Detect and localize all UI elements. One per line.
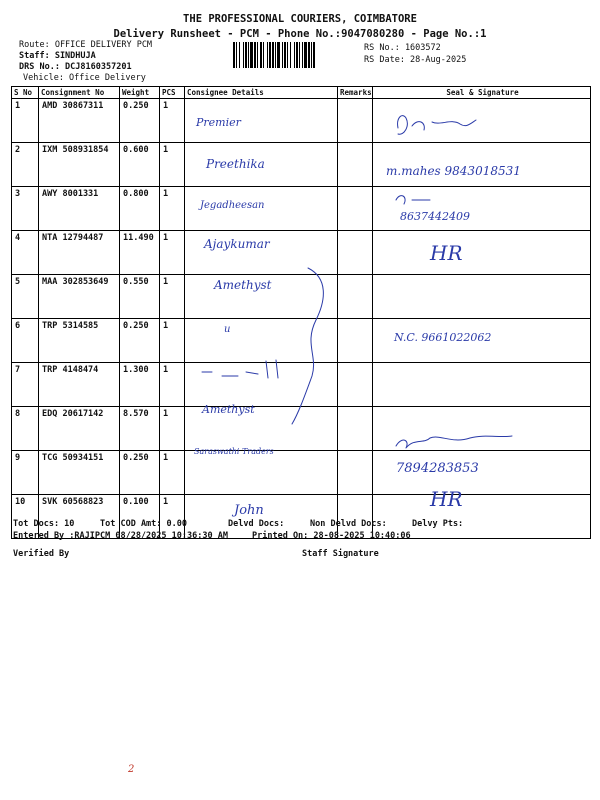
verified-by-label: Verified By: [13, 549, 70, 559]
consignment-number: TRP 5314585: [39, 319, 120, 363]
drs-label: DRS No.: DCJ8160357201: [19, 62, 132, 72]
barcode-bar: [239, 42, 240, 68]
column-header: PCS: [160, 87, 185, 99]
pieces: 1: [160, 275, 185, 319]
column-header: S No: [12, 87, 39, 99]
serial-number: 3: [12, 187, 39, 231]
table-row: [12, 99, 591, 143]
delivery-points: Delvy Pts:: [412, 519, 464, 529]
signature-text: HR: [430, 241, 463, 265]
staff-label: Staff: SINDHUJA: [19, 51, 96, 61]
total-docs: Tot Docs: 10: [13, 519, 75, 529]
weight: 0.250: [120, 451, 160, 495]
seal-signature-cell: [373, 451, 591, 495]
barcode-bar: [243, 42, 244, 68]
barcode-bar: [257, 42, 258, 68]
signature-text: N.C. 9661022062: [394, 331, 492, 344]
serial-number: 1: [12, 99, 39, 143]
barcode-bar: [294, 42, 295, 68]
table-header-row: [12, 87, 591, 99]
consignee-details-cell: [185, 319, 338, 363]
barcode-bar: [269, 42, 271, 68]
pieces: 1: [160, 319, 185, 363]
remarks-cell: [338, 275, 373, 319]
weight: 11.490: [120, 231, 160, 275]
seal-signature-cell: [373, 275, 591, 319]
printed-on: Printed On: 28-08-2025 10:40:06: [252, 531, 411, 541]
delivered-docs: Delvd Docs:: [228, 519, 285, 529]
consignee-details-cell: [185, 187, 338, 231]
staff-signature-label: Staff Signature: [302, 549, 379, 559]
seal-signature-cell: [373, 319, 591, 363]
remarks-cell: [338, 319, 373, 363]
table-row: [12, 143, 591, 187]
consignee-details-cell: [185, 363, 338, 407]
table-row: [12, 187, 591, 231]
consignee-handwriting: u: [224, 324, 231, 335]
consignee-details-cell: [185, 99, 338, 143]
remarks-cell: [338, 451, 373, 495]
signature-text: 7894283853: [396, 461, 479, 476]
barcode-bar: [308, 42, 310, 68]
consignment-number: TRP 4148474: [39, 363, 120, 407]
rs-number: RS No.: 1603572: [364, 43, 441, 53]
weight: 1.300: [120, 363, 160, 407]
seal-signature-cell: [373, 99, 591, 143]
barcode-bar: [304, 42, 307, 68]
barcode-bar: [233, 42, 235, 68]
barcode-bar: [254, 42, 256, 68]
consignee-handwriting: Saraswathi Traders: [194, 447, 274, 456]
barcode-bar: [299, 42, 300, 68]
barcode-bar: [311, 42, 312, 68]
remarks-cell: [338, 99, 373, 143]
weight: 0.250: [120, 99, 160, 143]
table-row: [12, 231, 591, 275]
barcode-bar: [296, 42, 298, 68]
column-header: Consignee Details: [185, 87, 338, 99]
pieces: 1: [160, 451, 185, 495]
consignment-number: AWY 8001331: [39, 187, 120, 231]
consignment-number: MAA 302853649: [39, 275, 120, 319]
barcode-bar: [277, 42, 280, 68]
pieces: 1: [160, 187, 185, 231]
remarks-cell: [338, 231, 373, 275]
barcode-bar: [290, 42, 291, 68]
pieces: 1: [160, 407, 185, 451]
weight: 0.250: [120, 319, 160, 363]
weight: 0.800: [120, 187, 160, 231]
barcode-bar: [248, 42, 249, 68]
column-header: Consignment No: [39, 87, 120, 99]
consignee-details-cell: [185, 231, 338, 275]
non-delivered-docs: Non Delvd Docs:: [310, 519, 387, 529]
barcode-bar: [267, 42, 268, 68]
entered-by: Entered By :RAJIPCM 08/28/2025 10:36:30 AM: [13, 531, 228, 541]
barcode-bar: [236, 42, 237, 68]
consignee-handwriting: Preethika: [206, 157, 265, 171]
consignment-number: SVK 60568823: [39, 495, 120, 539]
column-header: Weight: [120, 87, 160, 99]
consignee-handwriting: Amethyst: [214, 278, 272, 292]
pieces: 1: [160, 99, 185, 143]
consignment-number: AMD 30867311: [39, 99, 120, 143]
consignee-handwriting: Amethyst: [202, 403, 255, 416]
runsheet-title: Delivery Runsheet - PCM - Phone No.:9047080280 - Page No.:1: [113, 28, 487, 40]
rs-date: RS Date: 28-Aug-2025: [364, 55, 467, 65]
seal-signature-cell: [373, 187, 591, 231]
table-row: [12, 275, 591, 319]
barcode-bar: [260, 42, 262, 68]
weight: 0.600: [120, 143, 160, 187]
serial-number: 6: [12, 319, 39, 363]
signature-text: HR: [430, 487, 463, 511]
serial-number: 7: [12, 363, 39, 407]
page-mark: 2: [128, 764, 135, 775]
pieces: 1: [160, 143, 185, 187]
consignee-details-cell: [185, 275, 338, 319]
seal-signature-cell: [373, 143, 591, 187]
pieces: 1: [160, 363, 185, 407]
consignee-handwriting: John: [234, 503, 264, 518]
remarks-cell: [338, 187, 373, 231]
serial-number: 4: [12, 231, 39, 275]
consignee-details-cell: [185, 143, 338, 187]
weight: 0.550: [120, 275, 160, 319]
consignee-details-cell: [185, 451, 338, 495]
seal-signature-cell: [373, 363, 591, 407]
barcode-bar: [263, 42, 264, 68]
barcode-bar: [313, 42, 315, 68]
seal-signature-cell: [373, 407, 591, 451]
consignee-handwriting: Jegadheesan: [200, 200, 265, 211]
remarks-cell: [338, 363, 373, 407]
signature-text: m.mahes 9843018531: [386, 164, 521, 178]
barcode-bar: [282, 42, 283, 68]
consignee-handwriting: Premier: [196, 116, 241, 129]
serial-number: 9: [12, 451, 39, 495]
table-row: [12, 407, 591, 451]
table-row: [12, 319, 591, 363]
consignment-number: EDQ 20617142: [39, 407, 120, 451]
consignment-number: IXM 508931854: [39, 143, 120, 187]
barcode-bar: [284, 42, 286, 68]
consignee-details-cell: [185, 407, 338, 451]
remarks-cell: [338, 143, 373, 187]
remarks-cell: [338, 407, 373, 451]
vehicle-label: Vehicle: Office Delivery: [23, 73, 146, 83]
barcode-bar: [245, 42, 247, 68]
barcode-bar: [250, 42, 253, 68]
serial-number: 2: [12, 143, 39, 187]
barcode-bar: [302, 42, 303, 68]
column-header: Remarks: [338, 87, 373, 99]
table-row: [12, 451, 591, 495]
serial-number: 10: [12, 495, 39, 539]
consignee-handwriting: Ajaykumar: [204, 237, 270, 251]
company-name: THE PROFESSIONAL COURIERS, COIMBATORE: [183, 13, 417, 25]
barcode: [232, 42, 358, 68]
weight: 0.100: [120, 495, 160, 539]
column-header: Seal & Signature: [373, 87, 591, 99]
barcode-bar: [272, 42, 274, 68]
pieces: 1: [160, 495, 185, 539]
barcode-bar: [275, 42, 276, 68]
consignment-number: TCG 50934151: [39, 451, 120, 495]
seal-signature-cell: [373, 231, 591, 275]
runsheet-table: [11, 86, 591, 539]
serial-number: 8: [12, 407, 39, 451]
barcode-bar: [287, 42, 288, 68]
total-cod-amount: Tot COD Amt: 0.00: [100, 519, 187, 529]
table-row: [12, 363, 591, 407]
consignment-number: NTA 12794487: [39, 231, 120, 275]
route-label: Route: OFFICE DELIVERY PCM: [19, 40, 153, 50]
pieces: 1: [160, 231, 185, 275]
signature-text: 8637442409: [400, 210, 470, 223]
weight: 8.570: [120, 407, 160, 451]
serial-number: 5: [12, 275, 39, 319]
